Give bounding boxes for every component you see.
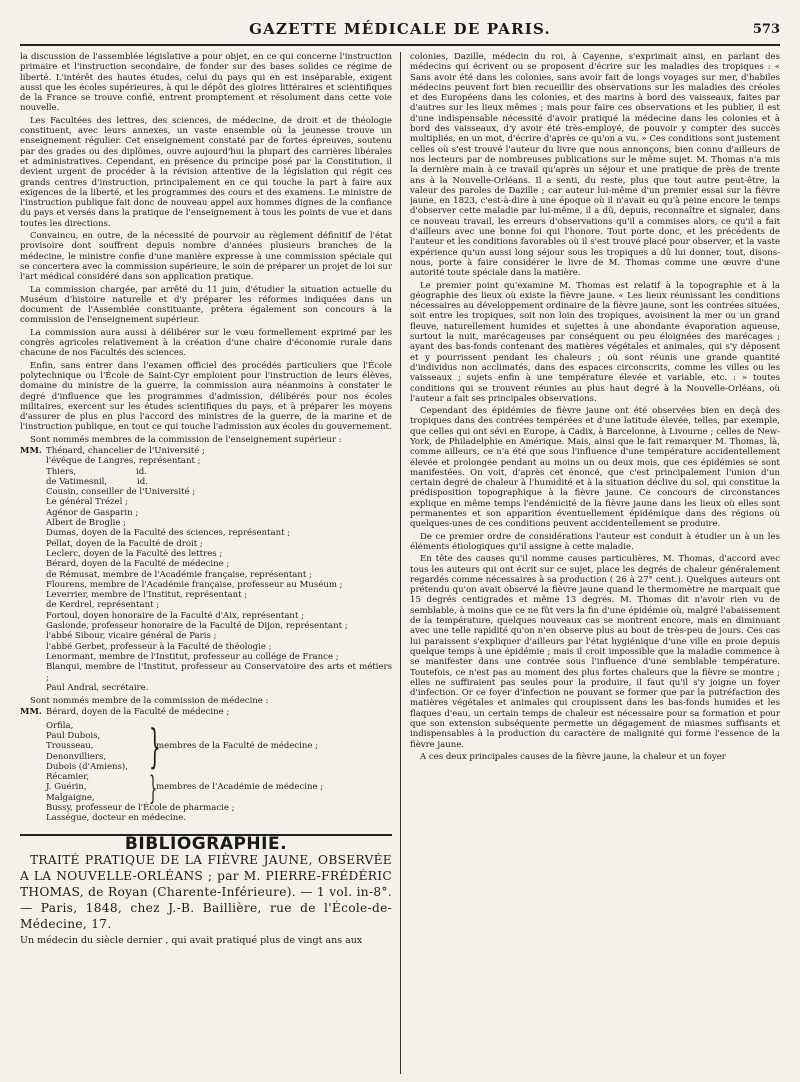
list-item: Gaslonde, professeur honoraire de la Faculté de Dijon, représentant ; [46,621,348,632]
list-item: l'abbé Sibour, vicaire général de Paris ; [46,631,217,642]
list-item: Dumas, doyen de la Faculté des sciences, représentant ; [46,528,291,539]
member-name: Thénard, chancelier de l'Université ; [46,445,205,456]
list-item: Cousin, conseiller de l'Université ; [46,487,196,498]
list-item: de Rémusat, membre de l'Académie française, représentant ; [46,569,312,580]
commission-medecine-list [20,707,392,717]
paragraph: De ce premier ordre de considérations l'auteur est conduit à étudier un à un les éléments étiologiques qu'il assigne à cette maladie. [410,531,780,552]
paragraph: La commission aura aussi à délibérer sur le vœu formellement exprimé par les congrès agricoles relativement à la création d'une chaire d'économie rurale dans chacune de nos Facultés des sciences. [20,327,392,359]
member-name: Malgaigne, [46,792,95,803]
list-item: Bussy, professeur de l'École de pharmacie ; [46,803,235,814]
academy-members-group [46,768,392,807]
right-column [410,52,780,1074]
member-name: Récamier, [46,772,90,783]
list-item [20,446,392,456]
mm-prefix: MM. [20,707,42,718]
list-item: de Vatimesnil, id. [46,476,148,487]
mm-prefix: MM. [20,445,42,456]
left-column [20,52,392,1074]
member-name: Denonvilliers, [46,751,107,762]
bibliography-heading: BIBLIOGRAPHIE. [20,834,392,849]
member-name: Paul Dubois, [46,731,101,741]
academy-group-label: membres de l'Académie de médecine ; [156,782,324,793]
brace-glyph: } [149,719,161,774]
list-item: Thiers, id. [46,466,147,477]
list-item: Le général Trézel ; [46,497,128,508]
brace-glyph: } [149,768,158,807]
list-item [20,707,392,717]
paragraph: En tête des causes qu'il nomme causes particulières, M. Thomas, d'accord avec tous les auteurs qui ont écrit sur ce sujet, place les degrés de chaleur généralement regardés comme nécessaires à sa production ( 26 à 27° cent.). Quelques auteurs ont prétendu qu'on avait observé la fièvre jaune quand le thermomètre ne marquait que 15 degrés centigrades et même 13 degrés. M. Thomas dit n'avoir rien vu de semblable, à moins que ce ne fût vers la fin d'une épidémie où, malgré l'abaissement de la température, quelques nouveaux cas se montrent encore, mais en diminuant avec une telle rapidité qu'on n'en observe plus au bout de très-peu de jours. Ces cas lui paraissent s'expliquer d'ailleurs par l'état hygiénique d'une ville en proie depuis quelque temps à une épidémie ; mais il croit impossible que la maladie commence à se manifester dans une contrée sous l'influence d'une semblable température. Toutefois, ce n'est pas au moment des plus fortes chaleurs que la fièvre se montre ; elles ne suffiraient pas seules pour la produire, il faut qu'il s'y joigne un foyer d'infection. Or ce foyer d'infection ne pouvant se former que par la putréfaction des matières végétales et animales qui croupissent dans les bas-fonds humides et les flaques d'eau, un certain temps de chaleur est nécessaire pour sa formation et pour que son extension subséquente permette un dégagement de miasmes suffisants et indispensables à la production du caractère de malignité qui forme l'essence de la fièvre jaune. [410,554,780,750]
list-item: Pellat, doyen de la Faculté de droit ; [46,538,203,549]
member-name: Trousseau, [46,741,94,752]
commission-superieure-heading: Sont nommés membres de la commission de l'enseignement supérieur : [30,434,342,445]
faculty-member-names [46,721,146,772]
list-item: de Kerdrel, représentant ; [46,600,160,611]
list-item: l'évêque de Langres, représentant ; [46,456,201,467]
page-header [20,18,780,46]
list-item: Lenormant, membre de l'Institut, professeur au collége de France ; [46,651,339,662]
bibliography-intro: Un médecin du siècle dernier , qui avait pratiqué plus de vingt ans aux [20,934,363,946]
paragraph: Enfin, sans entrer dans l'examen officiel des procédés particuliers que l'École polytechnique ou l'École de Saint-Cyr emploient pour l'instruction de leurs élèves, domaine du ministre de la guerre, la commission aura néanmoins à constater le degré d'influence que les programmes d'admission, délibérés pour nos écoles militaires, exercent sur les études scientifiques du pays, et à préparer les moyens d'assurer de plus en plus l'accord des ministres de la guerre, de la marine et de l'instruction publique, en tout ce qui touche l'admission aux écoles du gouvernement. [20,360,392,433]
list-item: Blanqui, membre de l'Institut, professeur au Conservatoire des arts et métiers ; [46,662,392,683]
faculty-group-label: membres de la Faculté de médecine ; [156,741,319,752]
list-item: Fortoul, doyen honoraire de la Faculté d'Aix, représentant ; [46,610,304,621]
paragraph: Convaincu, en outre, de la nécessité de pourvoir au règlement définitif de l'état provisoire dont souffrent depuis nombre d'années plusieurs branches de la médecine, le ministre confie d'une manière expresse à une commission spéciale qui se concertera avec la commission supérieure, le soin de préparer un projet de loi sur l'art médical considéré dans son application pratique. [20,231,392,283]
list-item: Bérard, doyen de la Faculté de médecine ; [46,559,230,570]
list-item: l'abbé Gerbet, professeur à la Faculté de théologie ; [46,641,272,652]
list-item: Leclerc, doyen de la Faculté des lettres ; [46,548,223,559]
bibliography-reference: TRAITÉ PRATIQUE DE LA FIÈVRE JAUNE, OBSERVÉE A LA NOUVELLE-ORLÉANS ; par M. PIERRE-FRÉDÉRIC THOMAS, de Royan (Charente-Inférieure). — 1 vol. in-8°. — Paris, 1848, chez J.-B. Baillière, rue de l'École-de-Médecine, 17. [20,852,392,931]
paragraph: colonies, Dazille, médecin du roi, à Cayenne, s'exprimait ainsi, en parlant des médecins qui écrivent ou se proposent d'écrire sur les maladies des tropiques : « Sans avoir été dans les colonies, sans avoir fait de longs voyages sur mer, d'habiles médecins peuvent fort bien recueillir des observations sur les maladies des créoles et des Européens dans les colonies, et des marins à bord des vaisseaux, faites par d'autres sur les lieux mêmes ; mais pour faire ces observations et les publier, il est d'une indispensable nécessité d'avoir pratiqué la médecine dans les colonies et à bord des vaisseaux, d'y avoir été très-employé, de pouvoir y compter des succès multipliés, en un mot, d'écrire d'après ce qu'on a vu. » Ces conditions sont justement celles où s'est trouvé l'auteur du livre que nous annonçons, bien connu d'ailleurs de nos lecteurs par de nombreuses publications sur le même sujet. M. Thomas n'a mis la dernière main à ce travail qu'après un séjour et une pratique de près de trente ans à la Nouvelle-Orléans. Il a senti, du reste, plus que tout autre peut-être, la valeur des paroles de Dazille ; car auteur lui-même d'un premier essai sur la fièvre jaune, en 1823, c'est-à-dire à une époque où il n'avait eu qu'à peine encore le temps d'observer cette maladie par lui-même, il a dû, depuis, reconnaître et signaler, dans ce nouveau travail, les erreurs d'observations qu'il a commises alors, ce qu'il a fait d'ailleurs avec une bonne foi qui l'honore. Tout porte donc, et les précédents de l'auteur et les conditions favorables où il s'est trouvé placé pour observer, et la vaste expérience qu'un aussi long séjour sous les tropiques a dû lui donner, tout, disons-nous, porte à faire considérer le livre de M. Thomas comme une œuvre d'une autorité toute spéciale dans la matière. [410,52,780,279]
list-item: Leverrier, membre de l'Institut, représentant ; [46,590,248,601]
member-name: Dubois (d'Amiens), [46,761,128,772]
commission-medecine-list-end [20,803,392,824]
paragraph: Cependant des épidémies de fièvre jaune ont été observées bien en deçà des tropiques dans des contrées tempérées et d'une latitude élevée, telles, par exemple, que celles qui ont sévi en Europe, à Cadix, à Barcelonne, à Livourne ; celles de New-York, de Philadelphie en Amérique. Mais, ainsi que le fait remarquer M. Thomas, là, comme ailleurs, ce n'a été que sous l'influence d'une température accidentellement élevée et prolongée pendant au moins un ou deux mois, que ces épidémies se sont manifestées. On voit, d'après cet énoncé, que c'est principalement l'union d'un certain degré de chaleur à l'humidité et à la situation déclive du sol, qui constitue la prédisposition topographique à la fièvre jaune. Ce concours de circonstances explique en même temps l'endémicité de la fièvre jaune dans les lieux où elles sont permanentes et son apparition éventuellement épidémique dans des régions où quelques-unes de ces conditions peuvent accidentellement se produire. [410,406,780,530]
list-item: Paul Andral, secrétaire. [46,682,149,693]
paragraph: la discussion de l'assemblée législative a pour objet, en ce qui concerne l'instruction primaire et l'instruction secondaire, de fonder sur des bases solides ce régime de liberté. L'intérêt des hautes études, celui du pays qui en est inséparable, exigent aussi que les écoles supérieures, à qui le dépôt des gloires littéraires et scientifiques de la France se trouve confié, entrent promptement et résolument dans cette voie nouvelle. [20,52,392,114]
page-number: 573 [752,22,780,37]
list-item: Lasségue, docteur en médecine. [46,813,187,824]
faculty-members-group [46,721,392,772]
journal-title: GAZETTE MÉDICALE DE PARIS. [249,20,551,38]
list-item: Agénor de Gasparin ; [46,507,139,518]
list-item: Flourens, membre de l'Académie française, professeur au Muséum ; [46,579,343,590]
paragraph: Les Facultées des lettres, des sciences, de médecine, de droit et de théologie constituent, avec leurs annexes, un vaste ensemble où la jeunesse trouve un enseignement régulier. Cet enseignement constaté par de fortes épreuves, soutenu par des grades ou des diplômes, ouvre aujourd'hui la plupart des carrières libérales et administratives. Cependant, en présence du principe posé par la Constitution, il devient urgent de procéder à la révision attentive de la législation qui régit ces grands centres d'instruction, principalement en ce qui touche la part à faire aux exigences de la liberté, et les programmes des cours et des examens. Le ministre de l'instruction publique fait donc de nouveau appel aux hommes dignes de la confiance du pays et versés dans la pratique de l'enseignement à tous les points de vue et dans toutes les directions. [20,115,392,229]
column-divider [400,52,401,1074]
list-item: Albert de Broglie ; [46,518,127,529]
paragraph: La commission chargée, par arrêté du 11 juin, d'étudier la situation actuelle du Muséum d'histoire naturelle et d'y préparer les réformes indiquées dans un document de l'Assemblée constituante, prêtera également son concours à la commission de l'enseignement supérieur. [20,284,392,326]
member-name: Bérard, doyen de la Faculté de médecine ; [46,707,230,718]
academy-member-names [46,772,146,803]
member-name: J. Guérin, [46,782,87,793]
paragraph: A ces deux principales causes de la fièvre jaune, la chaleur et un foyer [420,751,726,762]
paragraph: Le premier point qu'examine M. Thomas est relatif à la topographie et à la géographie des lieux où existe la fièvre jaune. « Les lieux réunissant les conditions nécessaires au développement ordinaire de la fièvre jaune, sont les contrées situées, soit entre les tropiques, soit non loin des tropiques, avoisinent la mer ou un grand fleuve, naturellement humides et sujettes à une abondante évaporation aqueuse, surtout la nuit, marécageuses par conséquent ou peu éloignées des marécages ; ayant des bas-fonds contenant des matières végétales et animales, qui s'y déposent et y pourrissent pendant les chaleurs ; où sont réunis une grande quantité d'individus non acclimatés, dans des espaces circonscrits, comme les villes ou les vaisseaux ; sujets enfin à une température élevée et variable, etc. : » toutes conditions qui se trouvent réunies au plus haut degré à la Nouvelle-Orléans, où l'auteur a fait ses principales observations. [410,280,780,404]
commission-medecine-heading: Sont nommés membre de la commission de médecine : [30,696,269,707]
commission-superieure-list [20,446,392,693]
member-name: Orfila, [46,720,74,731]
